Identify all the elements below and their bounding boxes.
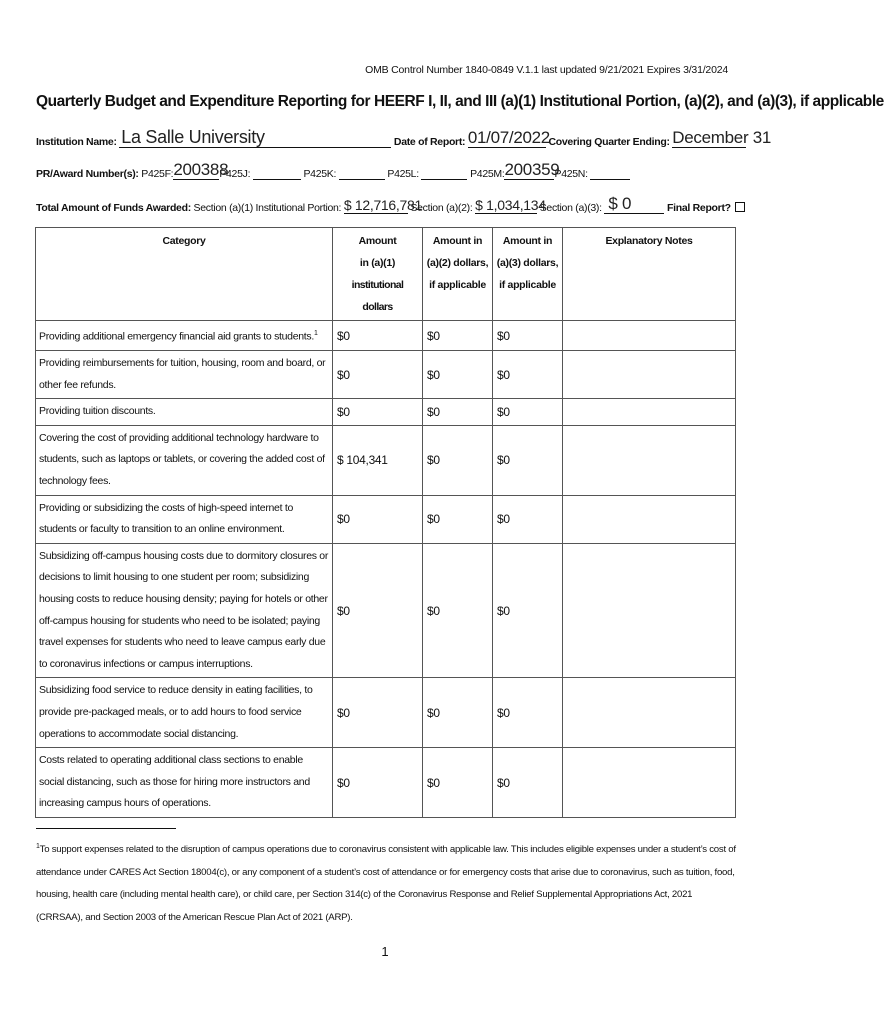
amount-a1-cell[interactable]: $0 — [333, 543, 423, 678]
footnote-number: 1 — [36, 843, 40, 850]
total-funds-row — [36, 194, 745, 214]
amount-a3-cell[interactable]: $0 — [493, 543, 563, 678]
category-cell: Providing reimbursements for tuition, housing, room and board, or other fee refunds. — [36, 351, 333, 399]
p425m-label: P425M: — [470, 168, 505, 180]
covering-quarter-field[interactable] — [672, 128, 772, 148]
header-explanatory-notes: Explanatory Notes — [563, 228, 736, 321]
total-funds-label: Total Amount of Funds Awarded: — [36, 202, 191, 214]
table-header-row — [36, 228, 736, 321]
p425l-field[interactable] — [421, 167, 467, 180]
explanatory-notes-cell[interactable] — [563, 543, 736, 678]
final-report-checkbox[interactable] — [735, 202, 745, 212]
explanatory-notes-cell[interactable] — [563, 399, 736, 426]
table-row — [36, 748, 736, 818]
explanatory-notes-cell[interactable] — [563, 425, 736, 495]
p425n-label: P425N: — [554, 168, 588, 180]
a3-section-label: Section (a)(3): — [539, 202, 602, 214]
page-title: Quarterly Budget and Expenditure Reporting for HEERF I, II, and III (a)(1) Institutional Portion, (a)(2), and (a)(3), if applicable — [36, 93, 884, 110]
page-number: 1 — [381, 944, 389, 959]
category-cell: Providing or subsidizing the costs of high-speed internet to students or faculty to transition to an online environment. — [36, 495, 333, 543]
table-row — [36, 425, 736, 495]
table-row — [36, 351, 736, 399]
amount-a2-cell[interactable]: $0 — [423, 321, 493, 351]
category-cell: Providing tuition discounts. — [36, 399, 333, 426]
a1-portion-label: Section (a)(1) Institutional Portion: — [193, 202, 342, 214]
explanatory-notes-cell[interactable] — [563, 678, 736, 748]
category-cell: Covering the cost of providing additional technology hardware to students, such as laptops or tablets, or covering the added cost of technology fees. — [36, 425, 333, 495]
final-report-label: Final Report? — [667, 202, 731, 214]
institution-name-value: La Salle University — [121, 127, 265, 147]
a3-section-value: $ 0 — [608, 194, 632, 213]
footnote — [36, 836, 736, 929]
amount-a3-cell[interactable]: $0 — [493, 748, 563, 818]
explanatory-notes-cell[interactable] — [563, 495, 736, 543]
a2-section-field[interactable] — [475, 197, 546, 214]
amount-a1-cell[interactable]: $0 — [333, 495, 423, 543]
amount-a1-cell[interactable]: $0 — [333, 399, 423, 426]
p425m-value: 200359 — [504, 160, 560, 179]
date-of-report-label: Date of Report: — [393, 136, 466, 148]
p425m-field[interactable] — [504, 160, 560, 180]
institution-row — [36, 127, 772, 148]
amount-a2-cell[interactable]: $0 — [423, 748, 493, 818]
category-cell: Subsidizing food service to reduce density in eating facilities, to provide pre-packaged meals, or to add hours to food service operations to accommodate social distancing. — [36, 678, 333, 748]
amount-a2-cell[interactable]: $0 — [423, 495, 493, 543]
institution-name-label: Institution Name: — [36, 136, 117, 148]
footnote-divider — [36, 828, 176, 829]
a2-section-label: Section (a)(2): — [410, 202, 473, 214]
award-numbers-label: PR/Award Number(s): — [36, 168, 139, 180]
p425f-label: P425F: — [141, 168, 174, 180]
table-body — [36, 321, 736, 818]
amount-a2-cell[interactable]: $0 — [423, 678, 493, 748]
p425l-label: P425L: — [387, 168, 419, 180]
date-of-report-value: 01/07/2022 — [467, 128, 550, 147]
p425n-field[interactable] — [590, 167, 630, 180]
covering-quarter-value: December 31 — [672, 128, 772, 147]
p425j-label: P425J: — [219, 168, 251, 180]
header-amount-a2: Amount in (a)(2) dollars, if applicable — [423, 228, 493, 321]
institution-name-field[interactable] — [119, 127, 391, 148]
p425k-label: P425K: — [303, 168, 337, 180]
category-cell: Providing additional emergency financial aid grants to students.$^1$ — [36, 321, 333, 351]
explanatory-notes-cell[interactable] — [563, 321, 736, 351]
amount-a2-cell[interactable]: $0 — [423, 399, 493, 426]
a3-section-field[interactable] — [604, 194, 664, 214]
p425k-field[interactable] — [339, 167, 385, 180]
amount-a2-cell[interactable]: $0 — [423, 351, 493, 399]
explanatory-notes-cell[interactable] — [563, 748, 736, 818]
amount-a3-cell[interactable]: $0 — [493, 351, 563, 399]
date-of-report-field[interactable] — [467, 128, 550, 148]
amount-a3-cell[interactable]: $0 — [493, 678, 563, 748]
header-category: Category — [36, 228, 333, 321]
category-cell: Subsidizing off-campus housing costs due to dormitory closures or decisions to limit housing to one student per room; subsidizing housing costs to reduce housing density; paying for hotels or other off-campus housing for students who need to be isolated; paying travel expenses for students who need to leave campus early due to coronavirus infections or campus interruptions. — [36, 543, 333, 678]
table-row — [36, 399, 736, 426]
p425j-field[interactable] — [253, 167, 301, 180]
amount-a3-cell[interactable]: $0 — [493, 495, 563, 543]
a2-section-value: $ 1,034,134 — [475, 197, 546, 213]
award-numbers-row — [36, 160, 630, 180]
footnote-text: To support expenses related to the disruption of campus operations due to coronavirus consistent with applicable law. This includes eligible expenses under a student’s cost of attendance under CARES Act Section 18004(c), or any component of a student’s cost of attendance or for emergency costs that arise due to coronavirus, such as tuition, food, housing, health care (including mental health care), or child care, per Section 314(c) of the Coronavirus Response and Relief Supplemental Appropriations Act, 2021 (CRRSAA), and Section 2003 of the American Rescue Plan Act of 2021 (ARP). — [36, 844, 736, 923]
header-amount-a3: Amount in (a)(3) dollars, if applicable — [493, 228, 563, 321]
amount-a3-cell[interactable]: $0 — [493, 321, 563, 351]
table-row — [36, 321, 736, 351]
amount-a1-cell[interactable]: $0 — [333, 678, 423, 748]
omb-control-number: OMB Control Number 1840-0849 V.1.1 last updated 9/21/2021 Expires 3/31/2024 — [365, 64, 728, 76]
table-row — [36, 678, 736, 748]
explanatory-notes-cell[interactable] — [563, 351, 736, 399]
amount-a3-cell[interactable]: $0 — [493, 425, 563, 495]
amount-a1-cell[interactable]: $ 104,341 — [333, 425, 423, 495]
amount-a2-cell[interactable]: $0 — [423, 425, 493, 495]
category-cell: Costs related to operating additional class sections to enable social distancing, such as those for hiring more instructors and increasing campus hours of operations. — [36, 748, 333, 818]
amount-a1-cell[interactable]: $0 — [333, 351, 423, 399]
a1-portion-value: $ 12,716,781 — [343, 197, 422, 213]
amount-a1-cell[interactable]: $0 — [333, 321, 423, 351]
p425f-value: 200388 — [173, 160, 229, 179]
expenditure-table — [35, 227, 736, 818]
p425f-field[interactable] — [173, 160, 229, 180]
amount-a3-cell[interactable]: $0 — [493, 399, 563, 426]
table-row — [36, 543, 736, 678]
header-amount-a1: Amount in (a)(1) institutional dollars — [333, 228, 423, 321]
amount-a2-cell[interactable]: $0 — [423, 543, 493, 678]
a1-portion-field[interactable] — [343, 197, 422, 214]
table-row — [36, 495, 736, 543]
amount-a1-cell[interactable]: $0 — [333, 748, 423, 818]
covering-quarter-label: Covering Quarter Ending: — [548, 136, 670, 148]
footnote-ref: 1 — [313, 330, 318, 337]
